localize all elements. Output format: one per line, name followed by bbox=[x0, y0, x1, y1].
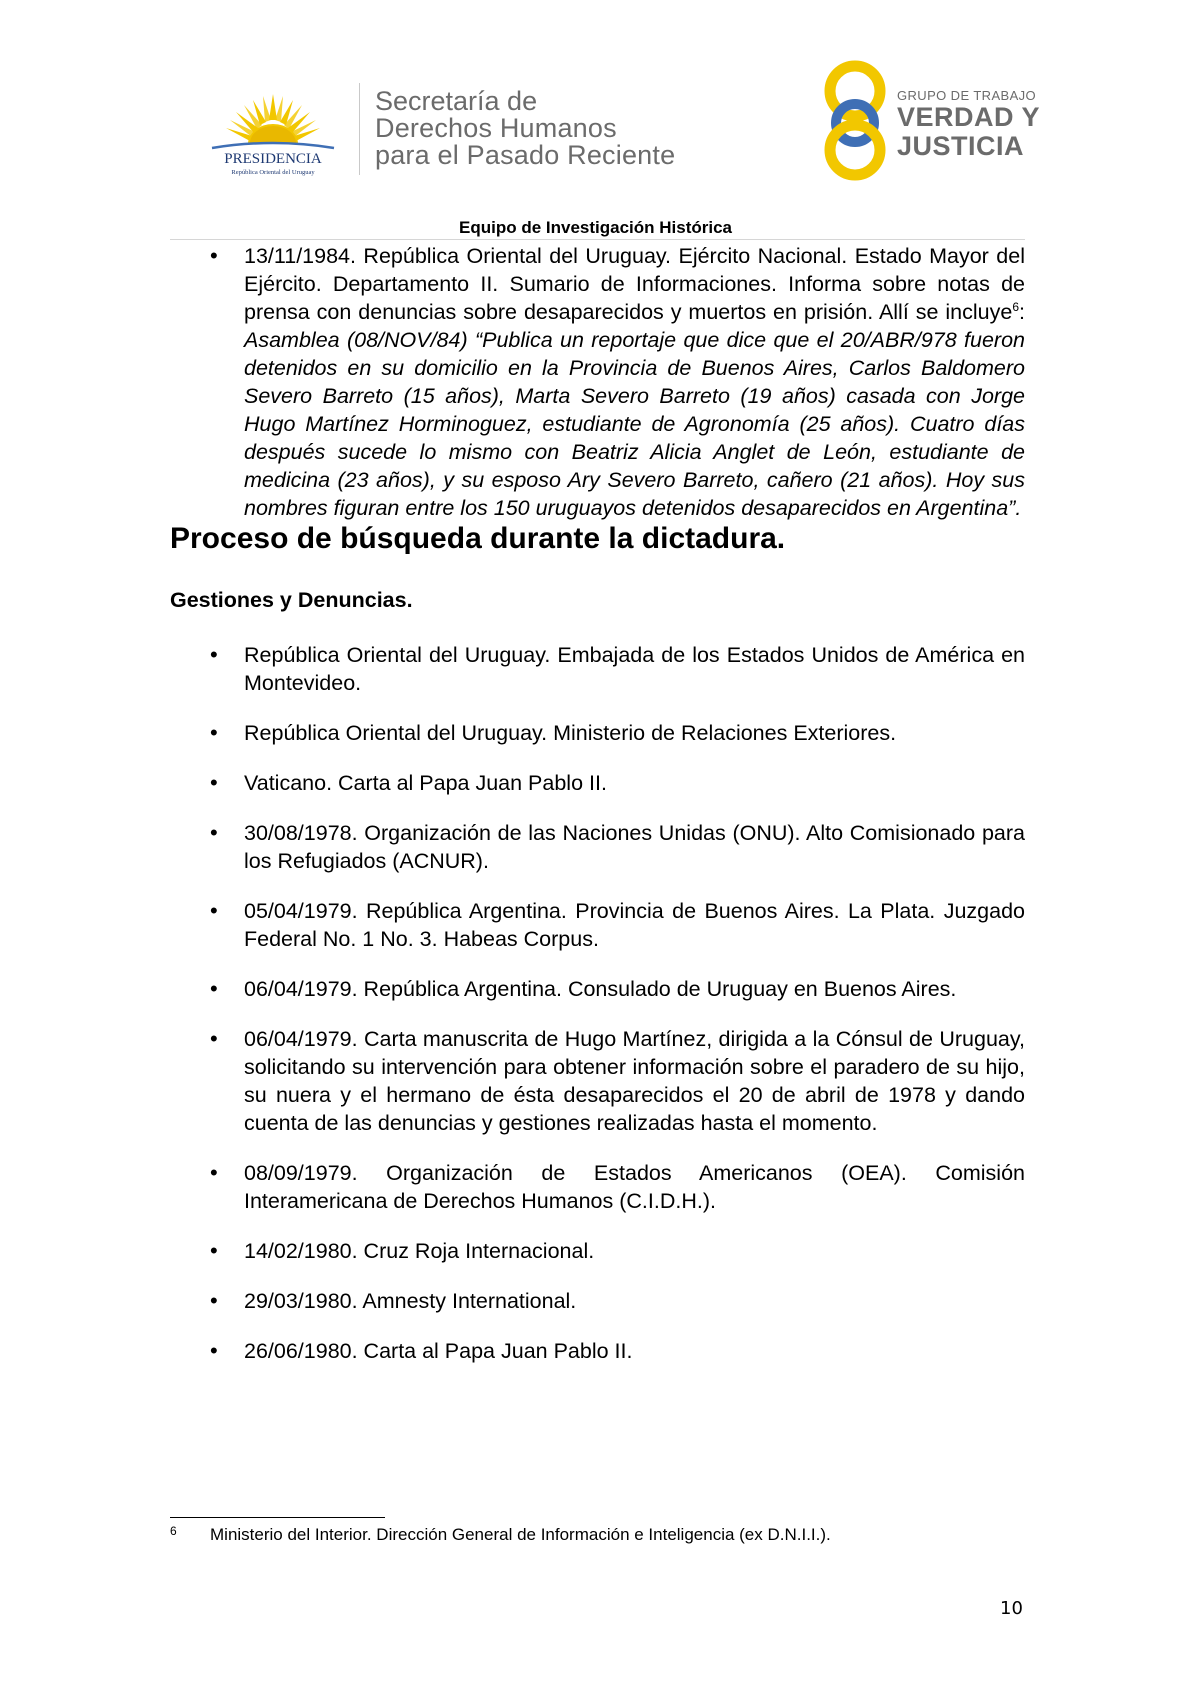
bullet: • bbox=[210, 1288, 218, 1313]
bullet: • bbox=[210, 1338, 218, 1363]
item-text: Vaticano. Carta al Papa Juan Pablo II. bbox=[244, 771, 607, 795]
gtvj-line-2: VERDAD Y bbox=[897, 102, 1041, 132]
item-text: 13/11/1984. República Oriental del Uruguay. Ejército Nacional. Estado Mayor del Ejército. Departamento II. Sumario de Informaciones. Informa sobre notas de prensa con denuncias sobre desaparecidos y muertos en prisión. Allí se incluye bbox=[244, 244, 1025, 324]
item-text: 08/09/1979. Organización de Estados Americanos (OEA). Comisión Interamericana de Derechos Humanos (C.I.D.H.). bbox=[244, 1161, 1025, 1213]
item-text: 14/02/1980. Cruz Roja Internacional. bbox=[244, 1239, 595, 1263]
list-item bbox=[170, 819, 1025, 875]
item-text: 05/04/1979. República Argentina. Provincia de Buenos Aires. La Plata. Juzgado Federal No. 1 No. 3. Habeas Corpus. bbox=[244, 899, 1025, 951]
list-item bbox=[170, 641, 1025, 697]
item-text: 30/08/1978. Organización de las Naciones Unidas (ONU). Alto Comisionado para los Refugiados (ACNUR). bbox=[244, 821, 1025, 873]
secretaria-line-3: para el Pasado Reciente bbox=[375, 140, 676, 170]
list-item bbox=[170, 1337, 1025, 1365]
footnote-rule bbox=[170, 1517, 385, 1518]
item-text: 26/06/1980. Carta al Papa Juan Pablo II. bbox=[244, 1339, 633, 1363]
list-item bbox=[170, 1237, 1025, 1265]
footnote-mark: 6 bbox=[170, 1524, 177, 1538]
secretaria-line-2: Derechos Humanos bbox=[375, 113, 617, 143]
footnote-text: Ministerio del Interior. Dirección General de Información e Inteligencia (ex D.N.I.I.). bbox=[210, 1525, 831, 1544]
header-rule bbox=[170, 239, 1025, 240]
gtvj-line-3: JUSTICIA bbox=[897, 131, 1025, 161]
bullet: • bbox=[210, 642, 218, 667]
bullet: • bbox=[210, 976, 218, 1001]
bullet: • bbox=[210, 720, 218, 745]
bullet: • bbox=[210, 1238, 218, 1263]
list-item bbox=[170, 242, 1025, 522]
gestiones-list bbox=[170, 641, 1025, 1365]
list-item bbox=[170, 975, 1025, 1003]
item-text: República Oriental del Uruguay. Embajada de los Estados Unidos de América en Montevideo. bbox=[244, 643, 1025, 695]
presidencia-logo-subtext: República Oriental del Uruguay bbox=[231, 169, 315, 176]
bullet: • bbox=[210, 820, 218, 845]
presidencia-logo-text: PRESIDENCIA bbox=[224, 151, 322, 167]
section-title: Proceso de búsqueda durante la dictadura. bbox=[170, 522, 786, 555]
bullet: • bbox=[210, 243, 218, 268]
list-item bbox=[170, 1159, 1025, 1215]
subsection-title: Gestiones y Denuncias. bbox=[170, 588, 413, 612]
document-body bbox=[170, 242, 1025, 1387]
bullet: • bbox=[210, 1026, 218, 1051]
item-text: 06/04/1979. República Argentina. Consulado de Uruguay en Buenos Aires. bbox=[244, 977, 957, 1001]
list-item bbox=[170, 769, 1025, 797]
secretaria-logo-text bbox=[375, 88, 675, 169]
sun-icon bbox=[226, 94, 320, 144]
gtvj-line-1: GRUPO DE TRABAJO bbox=[897, 88, 1037, 103]
quoted-text: Asamblea (08/NOV/84) “Publica un reportaje que dice que el 20/ABR/978 fueron detenidos en su domicilio en la Provincia de Buenos Aires, Carlos Baldomero Severo Barreto (15 años), Marta Severo Barreto (19 años) casada con Jorge Hugo Martínez Horminoguez, estudiante de Agronomía (25 años). Cuatro días después sucede lo mismo con Beatriz Alicia Anglet de León, estudiante de medicina (23 años), y su esposo Ary Severo Barreto, cañero (21 años). Hoy sus nombres figuran entre los 150 uruguayos detenidos desaparecidos en Argentina”. bbox=[244, 328, 1025, 520]
page-number: 10 bbox=[1000, 1598, 1023, 1619]
first-item-list bbox=[170, 242, 1025, 522]
footnote-ref[interactable]: 6 bbox=[1012, 299, 1020, 314]
presidencia-logo bbox=[198, 86, 348, 176]
item-colon: : bbox=[1019, 300, 1025, 324]
list-item bbox=[170, 1025, 1025, 1137]
verdad-justicia-logo-text bbox=[897, 88, 1040, 161]
list-item bbox=[170, 897, 1025, 953]
bullet: • bbox=[210, 898, 218, 923]
item-text: 06/04/1979. Carta manuscrita de Hugo Martínez, dirigida a la Cónsul de Uruguay, solicitando su intervención para obtener información sobre el paradero de su hijo, su nuera y el hermano de ésta desaparecidos el 20 de abril de 1978 y dando cuenta de las denuncias y gestiones realizadas hasta el momento. bbox=[244, 1027, 1025, 1135]
item-text: República Oriental del Uruguay. Ministerio de Relaciones Exteriores. bbox=[244, 721, 897, 745]
list-item bbox=[170, 719, 1025, 747]
secretaria-line-1: Secretaría de bbox=[375, 86, 538, 116]
item-text: 29/03/1980. Amnesty International. bbox=[244, 1289, 577, 1313]
bullet: • bbox=[210, 770, 218, 795]
bullet: • bbox=[210, 1160, 218, 1185]
header-divider bbox=[359, 83, 360, 175]
list-item bbox=[170, 1287, 1025, 1315]
team-heading: Equipo de Investigación Histórica bbox=[459, 218, 732, 237]
